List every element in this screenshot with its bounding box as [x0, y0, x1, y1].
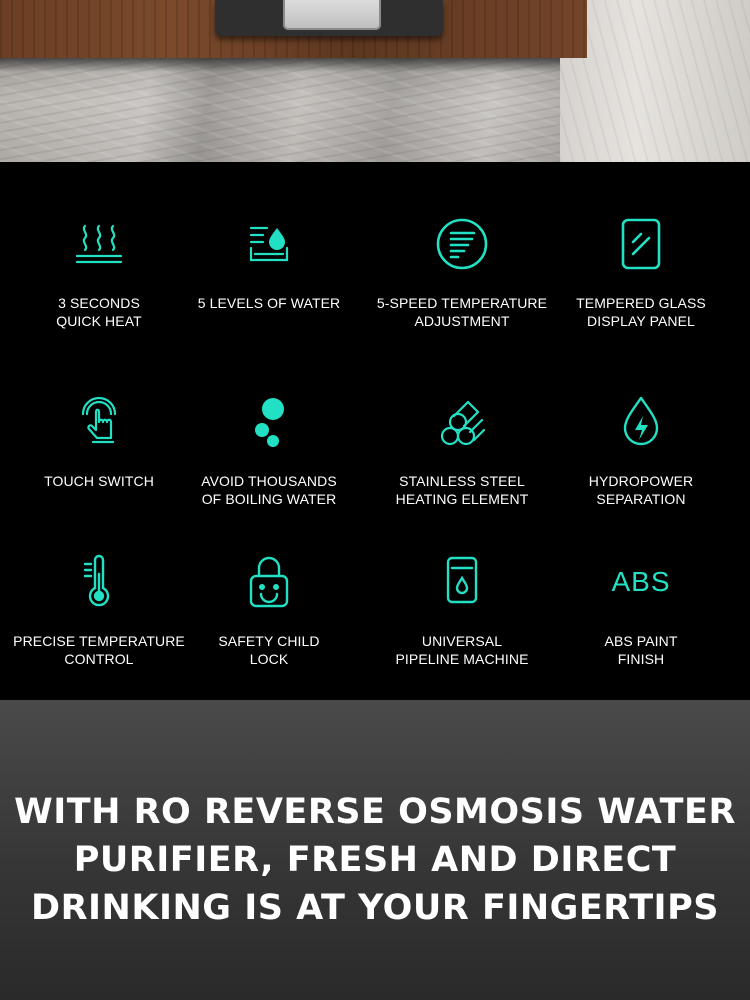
thermometer-icon — [69, 552, 129, 612]
slogan-text: WITH RO REVERSE OSMOSIS WATER PURIFIER, FRESH AND DIRECT DRINKING IS AT YOUR FINGERTIPS — [14, 792, 736, 928]
feature-abs-paint — [547, 552, 735, 668]
touch-finger-icon — [69, 392, 129, 452]
abs-text-icon: ABS — [611, 566, 671, 597]
features-grid — [0, 162, 750, 700]
feature-glass-panel — [547, 214, 735, 330]
pipeline-machine-icon — [432, 552, 492, 612]
feature-precise-temperature — [5, 552, 193, 668]
feature-label: STAINLESS STEEL HEATING ELEMENT — [395, 473, 529, 507]
feature-label: UNIVERSAL PIPELINE MACHINE — [395, 633, 529, 667]
stone-wall — [560, 0, 750, 162]
water-levels-icon — [239, 214, 299, 274]
feature-label: 5-SPEED TEMPERATURE ADJUSTMENT — [376, 295, 548, 329]
water-dispenser-panel — [283, 0, 381, 30]
temperature-dial-icon — [432, 214, 492, 274]
feature-label: ABS PAINT FINISH — [604, 633, 678, 667]
feature-steel-heating — [368, 392, 556, 508]
feature-touch-switch — [5, 392, 193, 490]
feature-hydropower — [547, 392, 735, 508]
heat-waves-icon — [69, 214, 129, 274]
feature-label: AVOID THOUSANDS OF BOILING WATER — [201, 473, 337, 507]
feature-label: 3 SECONDS QUICK HEAT — [56, 295, 142, 329]
feature-label: HYDROPOWER SEPARATION — [588, 473, 694, 507]
cabinet-shadow — [0, 58, 560, 72]
feature-pipeline-machine — [368, 552, 556, 668]
feature-label: TOUCH SWITCH — [44, 473, 154, 489]
slogan-panel — [0, 700, 750, 1000]
product-photo — [0, 0, 750, 162]
feature-quick-heat — [5, 214, 193, 330]
glass-panel-icon — [611, 214, 671, 274]
water-drop-bolt-icon — [611, 392, 671, 452]
feature-label: SAFETY CHILD LOCK — [218, 633, 320, 667]
bubbles-icon — [239, 392, 299, 452]
feature-bubbles — [175, 392, 363, 508]
feature-child-lock — [175, 552, 363, 668]
feature-label: TEMPERED GLASS DISPLAY PANEL — [576, 295, 706, 329]
feature-label: PRECISE TEMPERATURE CONTROL — [13, 633, 185, 667]
steel-pipes-icon — [432, 392, 492, 452]
feature-label: 5 LEVELS OF WATER — [197, 295, 341, 311]
feature-temperature-adjustment — [368, 214, 556, 330]
padlock-smile-icon — [239, 552, 299, 612]
feature-water-levels — [175, 214, 363, 312]
